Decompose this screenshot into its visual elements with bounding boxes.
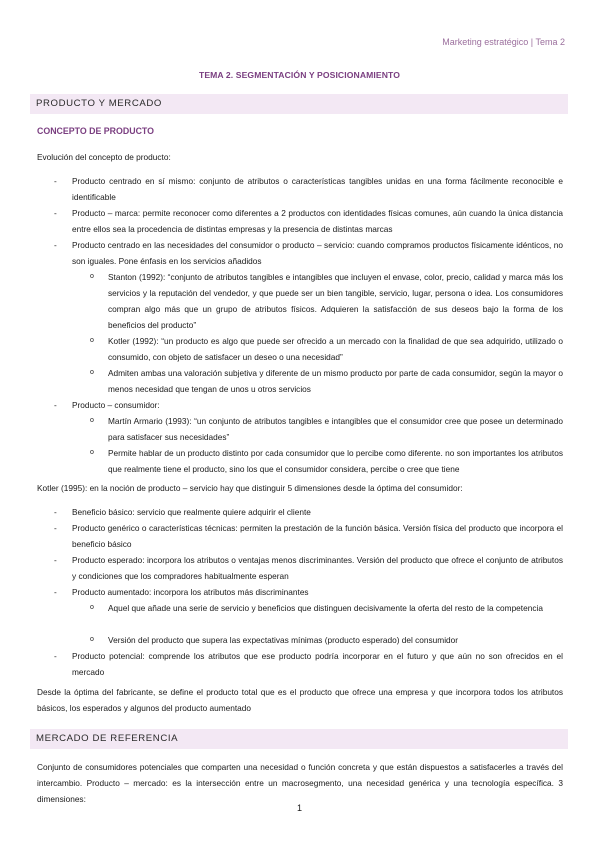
sublist-item: Aquel que añade una serie de servicio y beneficios que distinguen decisivamente la oferta del resto de la competencia [108,603,543,613]
section-heading-mercado-referencia: MERCADO DE REFERENCIA [30,729,568,749]
sublist-item: Permite hablar de un producto distinto por cada consumidor que lo percibe como diferente. no son importantes los atributos que realmente tiene el producto, sino los que el consumidor considera, percibe o cree que tiene [108,448,563,474]
list-item: Producto centrado en las necesidades del consumidor o producto – servicio: cuando compramos productos físicamente idénticos, no son iguales. Pone énfasis en los servicios añadidos [72,240,563,266]
list-bullet: - [54,523,57,533]
sublist-bullet: o [90,273,94,280]
paragraph-kotler: Kotler (1995): en la noción de producto – servicio hay que distinguir 5 dimensiones desde la óptima del consumidor: [37,483,463,493]
subsection-heading-concepto: CONCEPTO DE PRODUCTO [37,126,154,136]
sublist-bullet: o [90,337,94,344]
sublist-item: Kotler (1992): “un producto es algo que puede ser ofrecido a un mercado con la finalidad de que sea adquirido, utilizado o consumido, con objeto de satisfacer un deseo o una necesidad” [108,336,563,362]
sublist-item: Admiten ambas una valoración subjetiva y diferente de un mismo producto por parte de cada consumidor, según la mayor o menos necesidad que tengan de unos u otros servicios [108,368,563,394]
section-heading-producto-mercado: PRODUCTO Y MERCADO [30,94,568,114]
page-number: 1 [296,803,302,813]
list-bullet: - [54,555,57,565]
list-bullet: - [54,587,57,597]
list-bullet: - [54,176,57,186]
document-title: TEMA 2. SEGMENTACIÓN Y POSICIONAMIENTO [198,70,400,80]
list-item: Producto potencial: comprende los atributos que ese producto podría incorporar en el futuro y que aún no son ofrecidos en el mercado [72,651,563,677]
list-item: Producto esperado: incorpora los atributos o ventajas menos discriminantes. Versión del producto que ofrece el conjunto de atributos y condiciones que los compradores habitualmente esperan [72,555,563,581]
list-item: Producto aumentado: incorpora los atributos más discriminantes [72,587,309,597]
list-item: Beneficio básico: servicio que realmente quiere adquirir el cliente [72,507,311,517]
paragraph-evolucion: Evolución del concepto de producto: [37,152,171,162]
paragraph-fabricante: Desde la óptima del fabricante, se define el producto total que es el producto que ofrece una empresa y que incorpora todos los atributos básicos, los esperados y algunos del producto aumentado [37,687,563,713]
sublist-item: Versión del producto que supera las expectativas mínimas (producto esperado) del consumidor [108,635,459,645]
list-bullet: - [54,651,57,661]
sublist-bullet: o [90,417,94,424]
sublist-bullet: o [90,636,94,643]
list-item: Producto – consumidor: [72,400,160,410]
list-bullet: - [54,507,57,517]
list-bullet: - [54,400,57,410]
list-bullet: - [54,240,57,250]
list-item: Producto – marca: permite reconocer como diferentes a 2 productos con identidades físicas comunes, aún cuando la única distancia entre ellos sea la procedencia de distintas empresas y la presencia de distintas marcas [72,208,563,234]
sublist-bullet: o [90,604,94,611]
sublist-item: Stanton (1992): “conjunto de atributos tangibles e intangibles que incluyen el envase, color, precio, calidad y marca más los servicios y la reputación del vendedor, y que puede ser un bien tangible, servicio, lugar, persona o idea. Los consumidores compran algo más que un grupo de atributos físicos. Adquieren la satisfacción de sus deseos bajo la forma de los beneficios del producto” [108,272,563,330]
sublist-bullet: o [90,449,94,456]
running-header: Marketing estratégico | Tema 2 [442,37,565,47]
list-item: Producto genérico o características técnicas: permiten la prestación de la función básica. Versión física del producto que incorpora el beneficio básico [72,523,563,549]
list-item: Producto centrado en sí mismo: conjunto de atributos o características tangibles unidas en una forma fácilmente reconocible e identificable [72,176,563,202]
sublist-bullet: o [90,369,94,376]
list-bullet: - [54,208,57,218]
sublist-item: Martín Armario (1993): “un conjunto de atributos tangibles e intangibles que el consumidor cree que posee un determinado para satisfacer sus necesidades” [108,416,563,442]
paragraph-mercado: Conjunto de consumidores potenciales que comparten una necesidad o función concreta y que están dispuestos a satisfacerles a través del intercambio. Producto – mercado: es la intersección entre un macrosegmento, una necesidad genérica y una tecnología específica. 3 dimensiones: [37,762,563,804]
